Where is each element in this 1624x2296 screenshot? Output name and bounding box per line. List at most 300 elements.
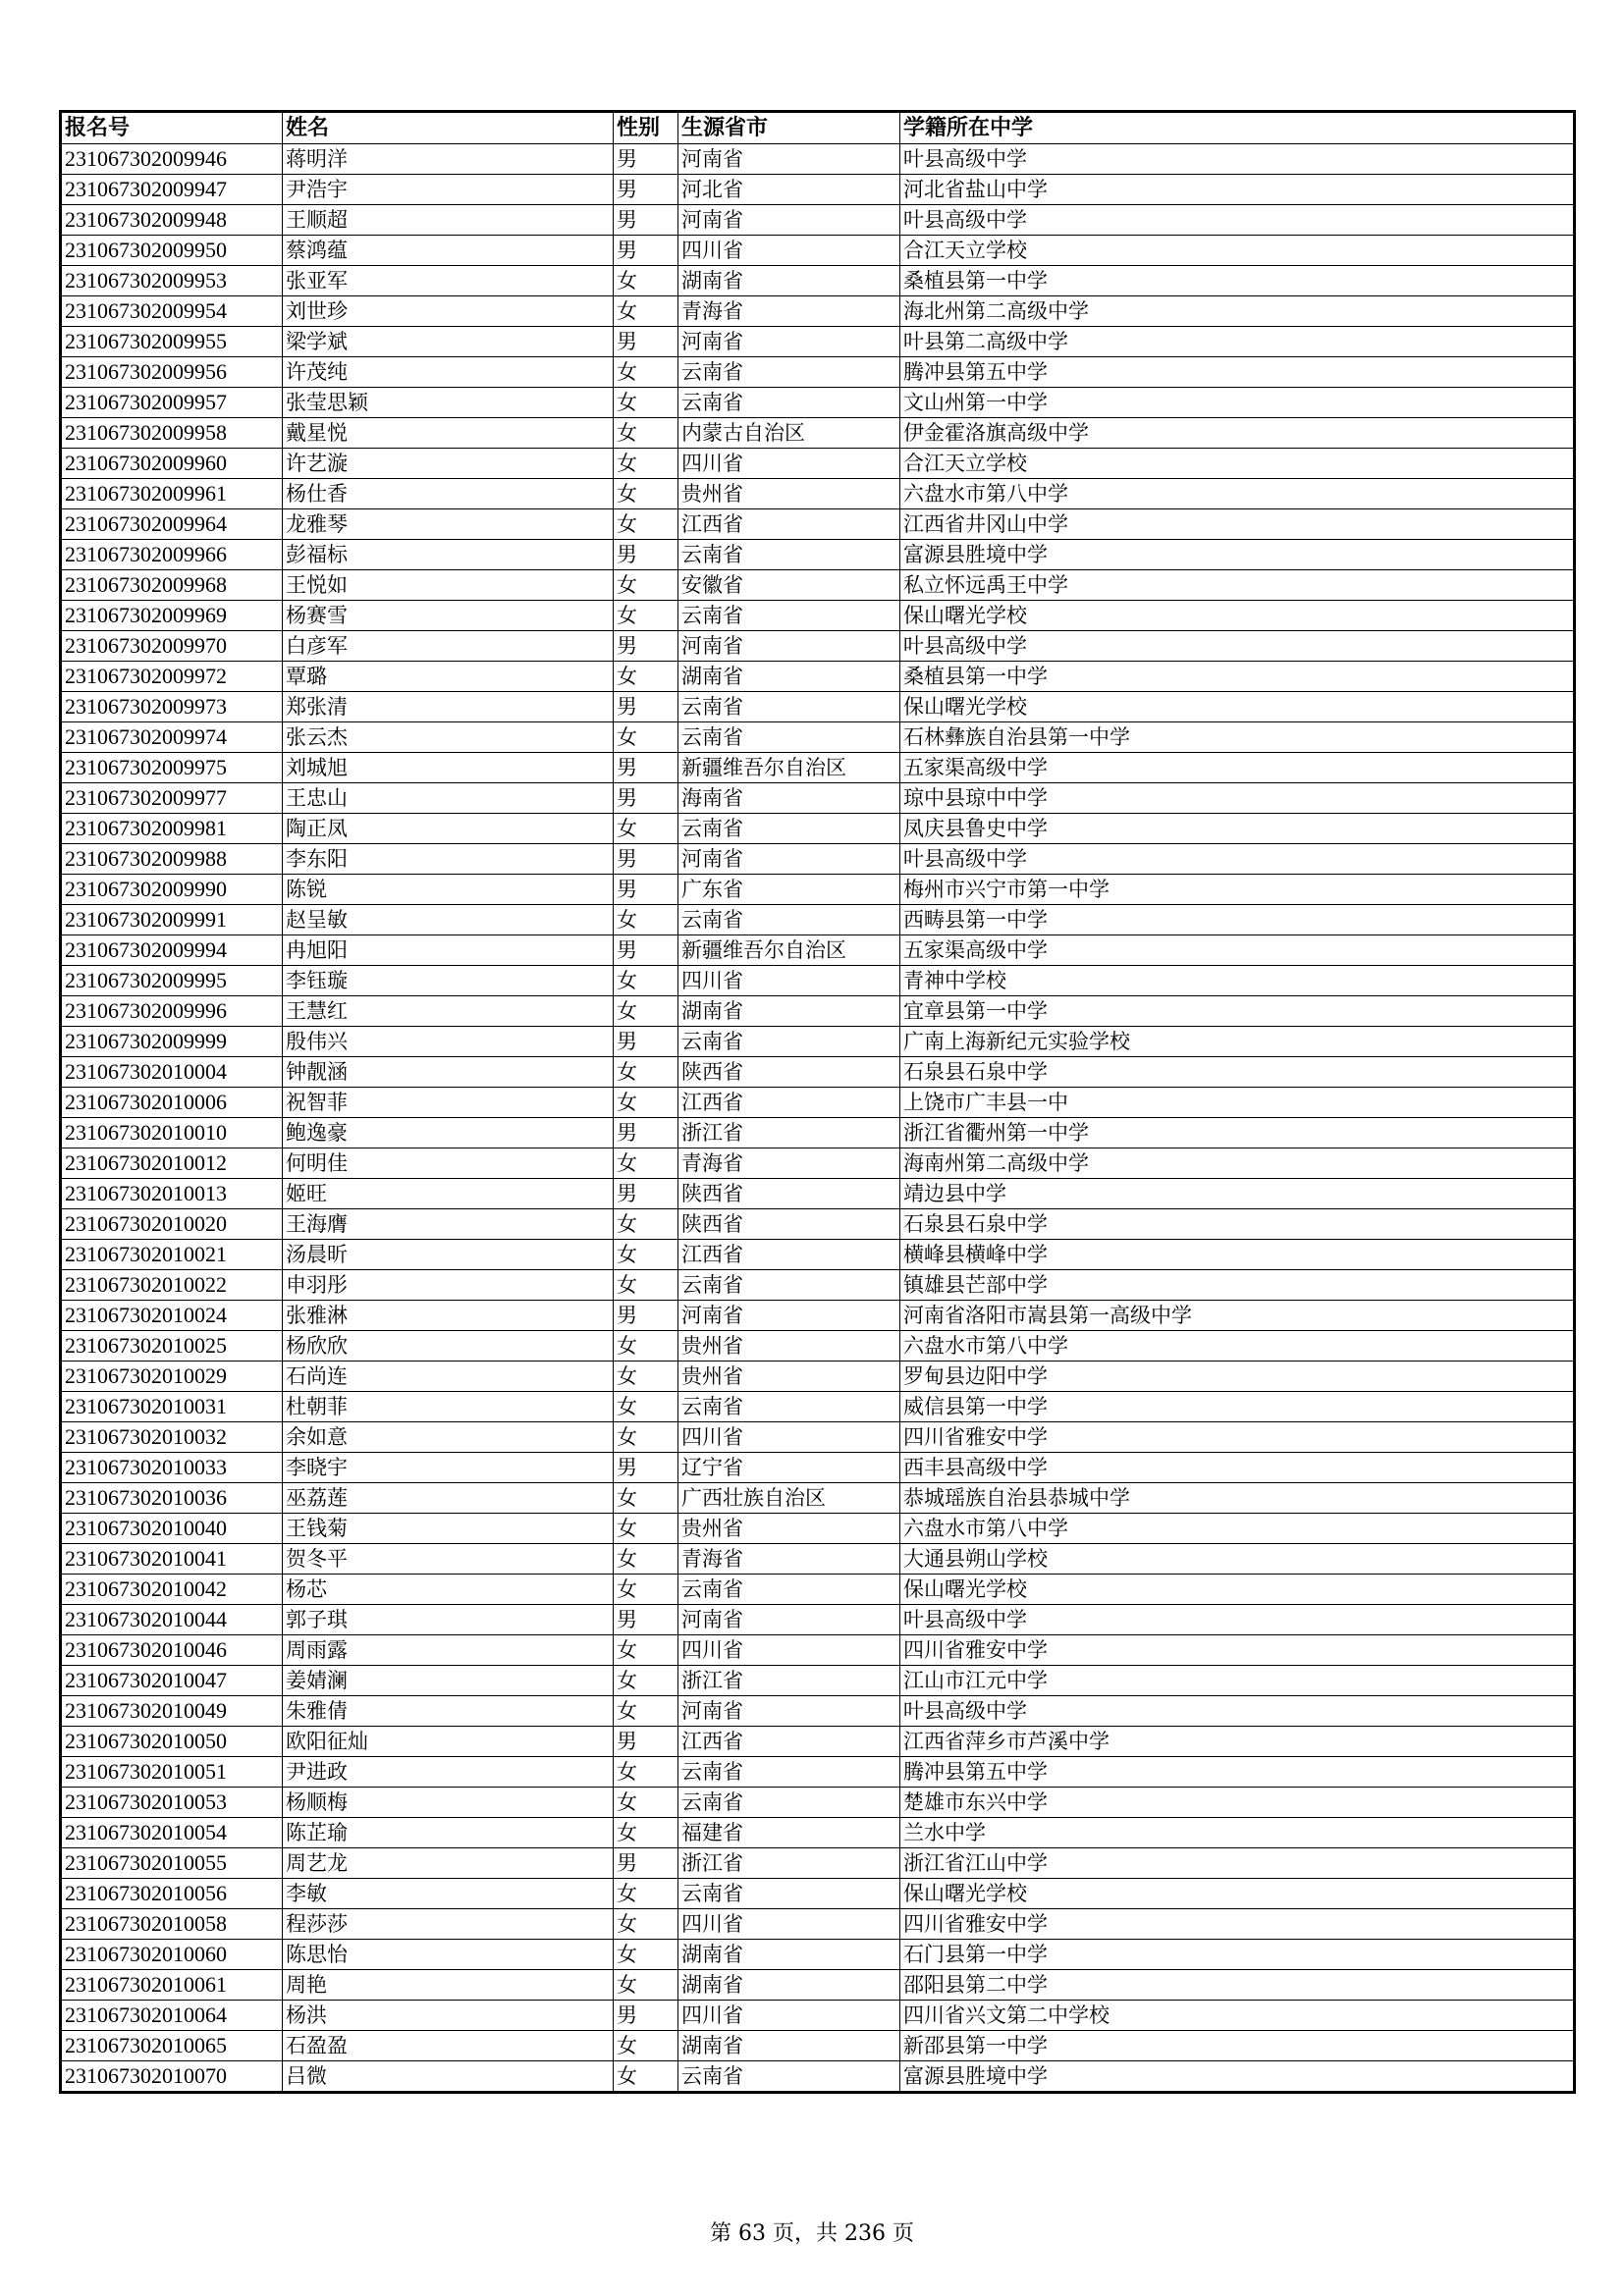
table-row [61,1818,1575,1848]
cell-school: 邵阳县第二中学 [900,1970,1575,2001]
cell-name: 祝智菲 [283,1088,614,1118]
table-row [61,2061,1575,2093]
cell-origin-province: 四川省 [678,2001,900,2031]
cell-gender: 男 [614,783,678,814]
cell-gender: 女 [614,1514,678,1544]
cell-origin-province: 新疆维吾尔自治区 [678,935,900,966]
cell-name: 刘世珍 [283,296,614,327]
table-row [61,1757,1575,1788]
cell-gender: 男 [614,1453,678,1483]
cell-gender: 女 [614,2031,678,2061]
cell-school: 罗甸县边阳中学 [900,1362,1575,1392]
cell-name: 李晓宇 [283,1453,614,1483]
table-row [61,388,1575,418]
cell-name: 戴星悦 [283,418,614,449]
cell-school: 保山曙光学校 [900,692,1575,722]
cell-school: 石林彝族自治县第一中学 [900,722,1575,753]
cell-school: 海北州第二高级中学 [900,296,1575,327]
cell-name: 殷伟兴 [283,1027,614,1057]
cell-origin-province: 海南省 [678,783,900,814]
cell-gender: 男 [614,1727,678,1757]
cell-registration-number: 231067302009995 [61,966,283,996]
cell-name: 梁学斌 [283,327,614,357]
cell-name: 覃璐 [283,662,614,692]
cell-registration-number: 231067302010013 [61,1179,283,1209]
table-row [61,601,1575,631]
table-row [61,1514,1575,1544]
cell-origin-province: 浙江省 [678,1118,900,1148]
cell-name: 陶正凤 [283,814,614,844]
cell-gender: 女 [614,570,678,601]
table-row [61,692,1575,722]
cell-gender: 女 [614,1696,678,1727]
cell-gender: 女 [614,509,678,540]
table-row [61,1848,1575,1879]
table-row [61,236,1575,266]
cell-origin-province: 内蒙古自治区 [678,418,900,449]
cell-name: 张云杰 [283,722,614,753]
cell-school: 五家渠高级中学 [900,753,1575,783]
cell-gender: 男 [614,875,678,905]
cell-name: 王顺超 [283,205,614,236]
cell-school: 浙江省江山中学 [900,1848,1575,1879]
cell-registration-number: 231067302010042 [61,1575,283,1605]
cell-origin-province: 河南省 [678,1696,900,1727]
cell-school: 石泉县石泉中学 [900,1057,1575,1088]
cell-name: 鲍逸豪 [283,1118,614,1148]
cell-school: 浙江省衢州第一中学 [900,1118,1575,1148]
student-roster-table [59,110,1576,2094]
cell-origin-province: 四川省 [678,1635,900,1666]
cell-registration-number: 231067302009955 [61,327,283,357]
cell-gender: 女 [614,1818,678,1848]
cell-gender: 女 [614,1575,678,1605]
cell-school: 大通县朔山学校 [900,1544,1575,1575]
table-row [61,1788,1575,1818]
table-row [61,509,1575,540]
cell-school: 河北省盐山中学 [900,175,1575,205]
cell-school: 六盘水市第八中学 [900,1331,1575,1362]
cell-school: 广南上海新纪元实验学校 [900,1027,1575,1057]
cell-gender: 女 [614,418,678,449]
cell-registration-number: 231067302010004 [61,1057,283,1088]
cell-school: 海南州第二高级中学 [900,1148,1575,1179]
table-row [61,1422,1575,1453]
cell-registration-number: 231067302010025 [61,1331,283,1362]
cell-registration-number: 231067302010029 [61,1362,283,1392]
cell-origin-province: 安徽省 [678,570,900,601]
cell-name: 张雅淋 [283,1301,614,1331]
cell-origin-province: 浙江省 [678,1848,900,1879]
cell-school: 保山曙光学校 [900,1575,1575,1605]
cell-registration-number: 231067302010046 [61,1635,283,1666]
cell-registration-number: 231067302009973 [61,692,283,722]
cell-registration-number: 231067302010031 [61,1392,283,1422]
cell-name: 王悦如 [283,570,614,601]
cell-registration-number: 231067302010049 [61,1696,283,1727]
cell-origin-province: 河南省 [678,205,900,236]
table-row [61,1362,1575,1392]
cell-registration-number: 231067302010006 [61,1088,283,1118]
cell-gender: 女 [614,662,678,692]
cell-school: 五家渠高级中学 [900,935,1575,966]
table-row [61,418,1575,449]
cell-origin-province: 云南省 [678,357,900,388]
cell-name: 许茂纯 [283,357,614,388]
cell-school: 桑植县第一中学 [900,662,1575,692]
table-row [61,1909,1575,1940]
cell-registration-number: 231067302010058 [61,1909,283,1940]
table-row [61,1270,1575,1301]
table-row [61,1970,1575,2001]
cell-registration-number: 231067302009988 [61,844,283,875]
cell-gender: 女 [614,479,678,509]
cell-school: 叶县高级中学 [900,1696,1575,1727]
cell-origin-province: 河南省 [678,1301,900,1331]
cell-registration-number: 231067302009974 [61,722,283,753]
cell-school: 腾冲县第五中学 [900,357,1575,388]
cell-school: 叶县高级中学 [900,844,1575,875]
cell-gender: 女 [614,1909,678,1940]
cell-name: 吕微 [283,2061,614,2093]
cell-origin-province: 湖南省 [678,2031,900,2061]
cell-name: 何明佳 [283,1148,614,1179]
table-row [61,1940,1575,1970]
cell-name: 李钰璇 [283,966,614,996]
table-row [61,570,1575,601]
cell-registration-number: 231067302009981 [61,814,283,844]
cell-gender: 男 [614,631,678,662]
table-row [61,996,1575,1027]
cell-school: 楚雄市东兴中学 [900,1788,1575,1818]
cell-origin-province: 青海省 [678,1544,900,1575]
cell-name: 王钱菊 [283,1514,614,1544]
cell-school: 兰水中学 [900,1818,1575,1848]
cell-school: 叶县第二高级中学 [900,327,1575,357]
cell-registration-number: 231067302009958 [61,418,283,449]
cell-registration-number: 231067302009950 [61,236,283,266]
cell-gender: 女 [614,1392,678,1422]
cell-school: 江西省萍乡市芦溪中学 [900,1727,1575,1757]
cell-name: 刘城旭 [283,753,614,783]
cell-gender: 女 [614,722,678,753]
cell-school: 石泉县石泉中学 [900,1209,1575,1240]
cell-registration-number: 231067302009966 [61,540,283,570]
cell-name: 杨顺梅 [283,1788,614,1818]
cell-origin-province: 广东省 [678,875,900,905]
table-row [61,479,1575,509]
cell-registration-number: 231067302009975 [61,753,283,783]
table-row [61,205,1575,236]
cell-gender: 女 [614,1483,678,1514]
cell-name: 余如意 [283,1422,614,1453]
cell-gender: 男 [614,205,678,236]
cell-gender: 女 [614,1057,678,1088]
table-row [61,1392,1575,1422]
cell-school: 文山州第一中学 [900,388,1575,418]
cell-origin-province: 云南省 [678,1757,900,1788]
table-row [61,722,1575,753]
cell-registration-number: 231067302009964 [61,509,283,540]
cell-gender: 女 [614,449,678,479]
table-row [61,814,1575,844]
cell-name: 张莹思颖 [283,388,614,418]
cell-school: 腾冲县第五中学 [900,1757,1575,1788]
cell-school: 四川省雅安中学 [900,1635,1575,1666]
cell-registration-number: 231067302010047 [61,1666,283,1696]
table-row [61,1148,1575,1179]
cell-gender: 男 [614,236,678,266]
cell-origin-province: 河南省 [678,844,900,875]
cell-name: 张亚军 [283,266,614,296]
cell-name: 龙雅琴 [283,509,614,540]
cell-registration-number: 231067302010050 [61,1727,283,1757]
cell-registration-number: 231067302010040 [61,1514,283,1544]
cell-school: 四川省雅安中学 [900,1909,1575,1940]
cell-gender: 男 [614,753,678,783]
cell-origin-province: 四川省 [678,449,900,479]
cell-name: 申羽彤 [283,1270,614,1301]
cell-origin-province: 江西省 [678,509,900,540]
table-row [61,1544,1575,1575]
cell-origin-province: 云南省 [678,905,900,935]
cell-gender: 男 [614,844,678,875]
cell-gender: 男 [614,935,678,966]
table-header [61,112,1575,144]
cell-registration-number: 231067302009960 [61,449,283,479]
cell-name: 杨欣欣 [283,1331,614,1362]
cell-origin-province: 浙江省 [678,1666,900,1696]
table-row [61,875,1575,905]
cell-school: 石门县第一中学 [900,1940,1575,1970]
cell-registration-number: 231067302010056 [61,1879,283,1909]
cell-school: 青神中学校 [900,966,1575,996]
cell-registration-number: 231067302010055 [61,1848,283,1879]
cell-gender: 女 [614,996,678,1027]
cell-gender: 男 [614,327,678,357]
cell-gender: 男 [614,144,678,175]
cell-origin-province: 云南省 [678,814,900,844]
cell-registration-number: 231067302010070 [61,2061,283,2093]
cell-school: 富源县胜境中学 [900,2061,1575,2093]
cell-name: 陈芷瑜 [283,1818,614,1848]
cell-registration-number: 231067302010041 [61,1544,283,1575]
header-school: 学籍所在中学 [900,112,1575,144]
table-row [61,540,1575,570]
cell-name: 赵呈敏 [283,905,614,935]
cell-origin-province: 四川省 [678,966,900,996]
table-row [61,2031,1575,2061]
table-row [61,844,1575,875]
cell-origin-province: 陕西省 [678,1179,900,1209]
cell-gender: 女 [614,357,678,388]
cell-registration-number: 231067302010044 [61,1605,283,1635]
table-row [61,1179,1575,1209]
table-row [61,1240,1575,1270]
cell-name: 王忠山 [283,783,614,814]
cell-origin-province: 青海省 [678,1148,900,1179]
cell-school: 新邵县第一中学 [900,2031,1575,2061]
cell-registration-number: 231067302009972 [61,662,283,692]
cell-gender: 男 [614,1179,678,1209]
cell-gender: 女 [614,1757,678,1788]
cell-registration-number: 231067302010053 [61,1788,283,1818]
cell-gender: 女 [614,388,678,418]
cell-name: 程莎莎 [283,1909,614,1940]
cell-registration-number: 231067302010036 [61,1483,283,1514]
cell-name: 汤晨昕 [283,1240,614,1270]
cell-registration-number: 231067302010032 [61,1422,283,1453]
cell-gender: 女 [614,1635,678,1666]
cell-origin-province: 辽宁省 [678,1453,900,1483]
cell-gender: 女 [614,1544,678,1575]
cell-school: 四川省雅安中学 [900,1422,1575,1453]
table-row [61,783,1575,814]
cell-registration-number: 231067302009946 [61,144,283,175]
cell-gender: 男 [614,175,678,205]
cell-school: 宜章县第一中学 [900,996,1575,1027]
cell-name: 杨赛雪 [283,601,614,631]
cell-name: 蒋明洋 [283,144,614,175]
cell-registration-number: 231067302009947 [61,175,283,205]
cell-registration-number: 231067302010064 [61,2001,283,2031]
cell-gender: 女 [614,905,678,935]
cell-gender: 女 [614,1788,678,1818]
cell-gender: 男 [614,1301,678,1331]
cell-registration-number: 231067302009996 [61,996,283,1027]
cell-registration-number: 231067302010051 [61,1757,283,1788]
cell-origin-province: 四川省 [678,1909,900,1940]
cell-registration-number: 231067302010061 [61,1970,283,2001]
cell-school: 保山曙光学校 [900,601,1575,631]
header-row [61,112,1575,144]
cell-origin-province: 新疆维吾尔自治区 [678,753,900,783]
cell-origin-province: 贵州省 [678,1514,900,1544]
cell-school: 伊金霍洛旗高级中学 [900,418,1575,449]
table-row [61,449,1575,479]
cell-school: 私立怀远禹王中学 [900,570,1575,601]
cell-school: 琼中县琼中中学 [900,783,1575,814]
table-row [61,327,1575,357]
cell-school: 威信县第一中学 [900,1392,1575,1422]
cell-name: 周艺龙 [283,1848,614,1879]
cell-name: 钟靓涵 [283,1057,614,1088]
table-row [61,1666,1575,1696]
cell-gender: 女 [614,1331,678,1362]
cell-name: 姬旺 [283,1179,614,1209]
table-row [61,631,1575,662]
cell-registration-number: 231067302010010 [61,1118,283,1148]
cell-school: 保山曙光学校 [900,1879,1575,1909]
cell-gender: 男 [614,1118,678,1148]
cell-school: 江西省井冈山中学 [900,509,1575,540]
cell-school: 江山市江元中学 [900,1666,1575,1696]
cell-origin-province: 江西省 [678,1240,900,1270]
cell-school: 西畴县第一中学 [900,905,1575,935]
cell-name: 白彦军 [283,631,614,662]
cell-name: 冉旭阳 [283,935,614,966]
cell-registration-number: 231067302010024 [61,1301,283,1331]
cell-origin-province: 湖南省 [678,1940,900,1970]
cell-registration-number: 231067302009956 [61,357,283,388]
header-name: 姓名 [283,112,614,144]
cell-school: 上饶市广丰县一中 [900,1088,1575,1118]
cell-name: 郭子琪 [283,1605,614,1635]
cell-name: 贺冬平 [283,1544,614,1575]
cell-name: 欧阳征灿 [283,1727,614,1757]
cell-registration-number: 231067302010021 [61,1240,283,1270]
cell-registration-number: 231067302009994 [61,935,283,966]
cell-origin-province: 河南省 [678,144,900,175]
cell-school: 梅州市兴宁市第一中学 [900,875,1575,905]
cell-name: 陈思怡 [283,1940,614,1970]
cell-registration-number: 231067302010022 [61,1270,283,1301]
table-row [61,1635,1575,1666]
cell-name: 石尚连 [283,1362,614,1392]
cell-registration-number: 231067302010020 [61,1209,283,1240]
cell-gender: 女 [614,1209,678,1240]
table-row [61,266,1575,296]
cell-registration-number: 231067302009948 [61,205,283,236]
cell-school: 四川省兴文第二中学校 [900,2001,1575,2031]
cell-origin-province: 江西省 [678,1727,900,1757]
cell-registration-number: 231067302009970 [61,631,283,662]
cell-name: 尹进政 [283,1757,614,1788]
table-row [61,1331,1575,1362]
table-row [61,1057,1575,1088]
table-row [61,144,1575,175]
cell-name: 杨洪 [283,2001,614,2031]
header-registration-number: 报名号 [61,112,283,144]
cell-school: 河南省洛阳市嵩县第一高级中学 [900,1301,1575,1331]
table-row [61,1209,1575,1240]
table-row [61,1301,1575,1331]
cell-name: 石盈盈 [283,2031,614,2061]
cell-gender: 女 [614,266,678,296]
cell-gender: 女 [614,2061,678,2093]
cell-origin-province: 陕西省 [678,1209,900,1240]
table-row [61,296,1575,327]
page-footer [0,2220,1624,2248]
table-body [61,144,1575,2093]
cell-origin-province: 河南省 [678,327,900,357]
cell-name: 王慧红 [283,996,614,1027]
table-row [61,1118,1575,1148]
cell-origin-province: 河南省 [678,631,900,662]
table-row [61,1483,1575,1514]
cell-origin-province: 湖南省 [678,1970,900,2001]
cell-registration-number: 231067302010065 [61,2031,283,2061]
cell-origin-province: 云南省 [678,692,900,722]
cell-school: 横峰县横峰中学 [900,1240,1575,1270]
cell-gender: 女 [614,1270,678,1301]
cell-origin-province: 贵州省 [678,1331,900,1362]
cell-name: 姜婧澜 [283,1666,614,1696]
cell-gender: 女 [614,601,678,631]
cell-school: 恭城瑶族自治县恭城中学 [900,1483,1575,1514]
cell-school: 靖边县中学 [900,1179,1575,1209]
cell-registration-number: 231067302009999 [61,1027,283,1057]
cell-registration-number: 231067302009968 [61,570,283,601]
cell-name: 杜朝菲 [283,1392,614,1422]
cell-gender: 女 [614,1970,678,2001]
cell-registration-number: 231067302009957 [61,388,283,418]
cell-origin-province: 湖南省 [678,266,900,296]
cell-name: 彭福标 [283,540,614,570]
cell-gender: 女 [614,1148,678,1179]
table-row [61,966,1575,996]
cell-registration-number: 231067302009961 [61,479,283,509]
